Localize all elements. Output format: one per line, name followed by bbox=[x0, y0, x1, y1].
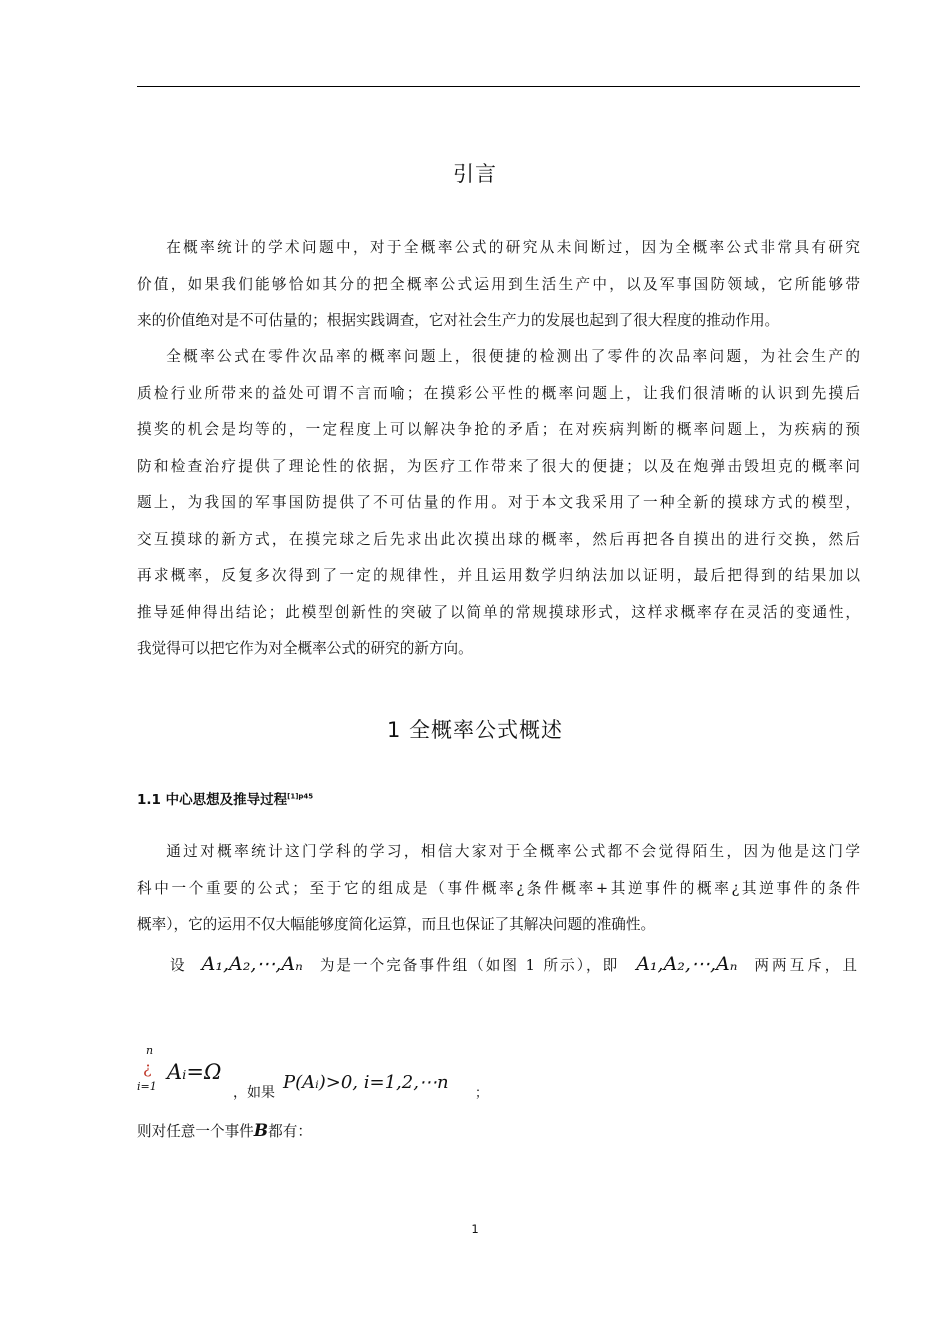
intro-paragraph-2 bbox=[137, 339, 860, 668]
text-suffix: 两两互斥，且 bbox=[754, 957, 860, 974]
text-line: 交互摸球的新方式，在摸完球之后先求出此次摸出球的概率，然后再把各自摸出的进行交换，然后 bbox=[137, 530, 860, 548]
text-line: 通过对概率统计这门学科的学习，相信大家对于全概率公式都不会觉得陌生，因为他是这门学 bbox=[166, 843, 860, 860]
text-line: 来的价值绝对是不可估量的；根据实践调查，它对社会生产力的发展也起到了很大程度的推动作用。 bbox=[137, 312, 780, 329]
text-tail: 都有： bbox=[268, 1123, 312, 1140]
event-sequence: A₁,A₂,⋯,Aₙ bbox=[201, 953, 303, 975]
text-line: 概率），它的运用不仅大幅能够度简化运算，而且也保证了其解决问题的准确性。 bbox=[137, 916, 656, 933]
union-upper: n bbox=[146, 1044, 154, 1057]
text-line: 全概率公式在零件次品率的概率问题上，很便捷的检测出了零件的次品率问题，为社会生产的 bbox=[166, 348, 860, 365]
page-number: 1 bbox=[471, 1222, 479, 1236]
text: 则对任意一个事件 bbox=[137, 1123, 254, 1140]
paragraph-5 bbox=[137, 1120, 312, 1141]
text-line: 推导延伸得出结论；此模型创新性的突破了以简单的常规摸球形式，这样求概率存在灵活的变通性， bbox=[137, 603, 860, 621]
formula-union bbox=[137, 1040, 637, 1100]
text-middle: 为是一个完备事件组（如图 1 所示），即 bbox=[319, 957, 620, 974]
text-line: 价值，如果我们能够恰如其分的把全概率公式运用到生活生产中，以及军事国防领域，它所能够带 bbox=[137, 275, 860, 293]
union-body: Aᵢ=Ω bbox=[167, 1060, 222, 1084]
text-line: 题上，为我国的军事国防提供了不可估量的作用。对于本文我采用了一种全新的摸球方式的模型， bbox=[137, 494, 860, 511]
formula-condition: P(Aᵢ)>0, i=1,2,⋯n bbox=[283, 1072, 449, 1093]
subheading-1-1 bbox=[137, 788, 313, 808]
text-line: 再求概率，反复多次得到了一定的规律性，并且运用数学归纳法加以证明，最后把得到的结果加以 bbox=[137, 567, 860, 584]
formula-end: ； bbox=[475, 1086, 489, 1101]
header-rule bbox=[137, 86, 860, 87]
citation-ref: [1]p45 bbox=[287, 792, 314, 801]
text-line: 我觉得可以把它作为对全概率公式的研究的新方向。 bbox=[137, 640, 473, 657]
text-line: 在概率统计的学术问题中，对于全概率公式的研究从未间断过，因为全概率公式非常具有研究 bbox=[166, 239, 860, 256]
paragraph-3 bbox=[137, 834, 860, 944]
paragraph-4 bbox=[170, 953, 860, 975]
event-sequence-2: A₁,A₂,⋯,Aₙ bbox=[636, 953, 738, 975]
text-prefix: 设 bbox=[170, 957, 185, 974]
text-line: 科中一个重要的公式；至于它的组成是（事件概率¿条件概率+其逆事件的概率¿其逆事件的条件 bbox=[137, 879, 860, 897]
intro-paragraph-1 bbox=[137, 230, 860, 340]
text-line: 防和检查治疗提供了理论性的依据，为医疗工作带来了很大的便捷；以及在炮弹击毁坦克的概率问 bbox=[137, 457, 860, 475]
heading-section-1: 1 全概率公式概述 bbox=[386, 718, 564, 742]
formula-if: ，如果 bbox=[233, 1085, 275, 1101]
union-lower: i=1 bbox=[137, 1080, 157, 1093]
heading-intro: 引言 bbox=[453, 162, 497, 186]
text-line: 摸奖的机会是均等的，一定程度上可以解决争抢的矛盾；在对疾病判断的概率问题上，为疾病的预 bbox=[137, 421, 860, 438]
event-b: B bbox=[253, 1121, 269, 1141]
union-symbol: ¿ bbox=[143, 1058, 152, 1077]
subheading-text: 1.1 中心思想及推导过程 bbox=[137, 792, 288, 808]
text-line: 质检行业所带来的益处可谓不言而喻；在摸彩公平性的概率问题上，让我们很清晰的认识到先摸后 bbox=[137, 384, 860, 402]
